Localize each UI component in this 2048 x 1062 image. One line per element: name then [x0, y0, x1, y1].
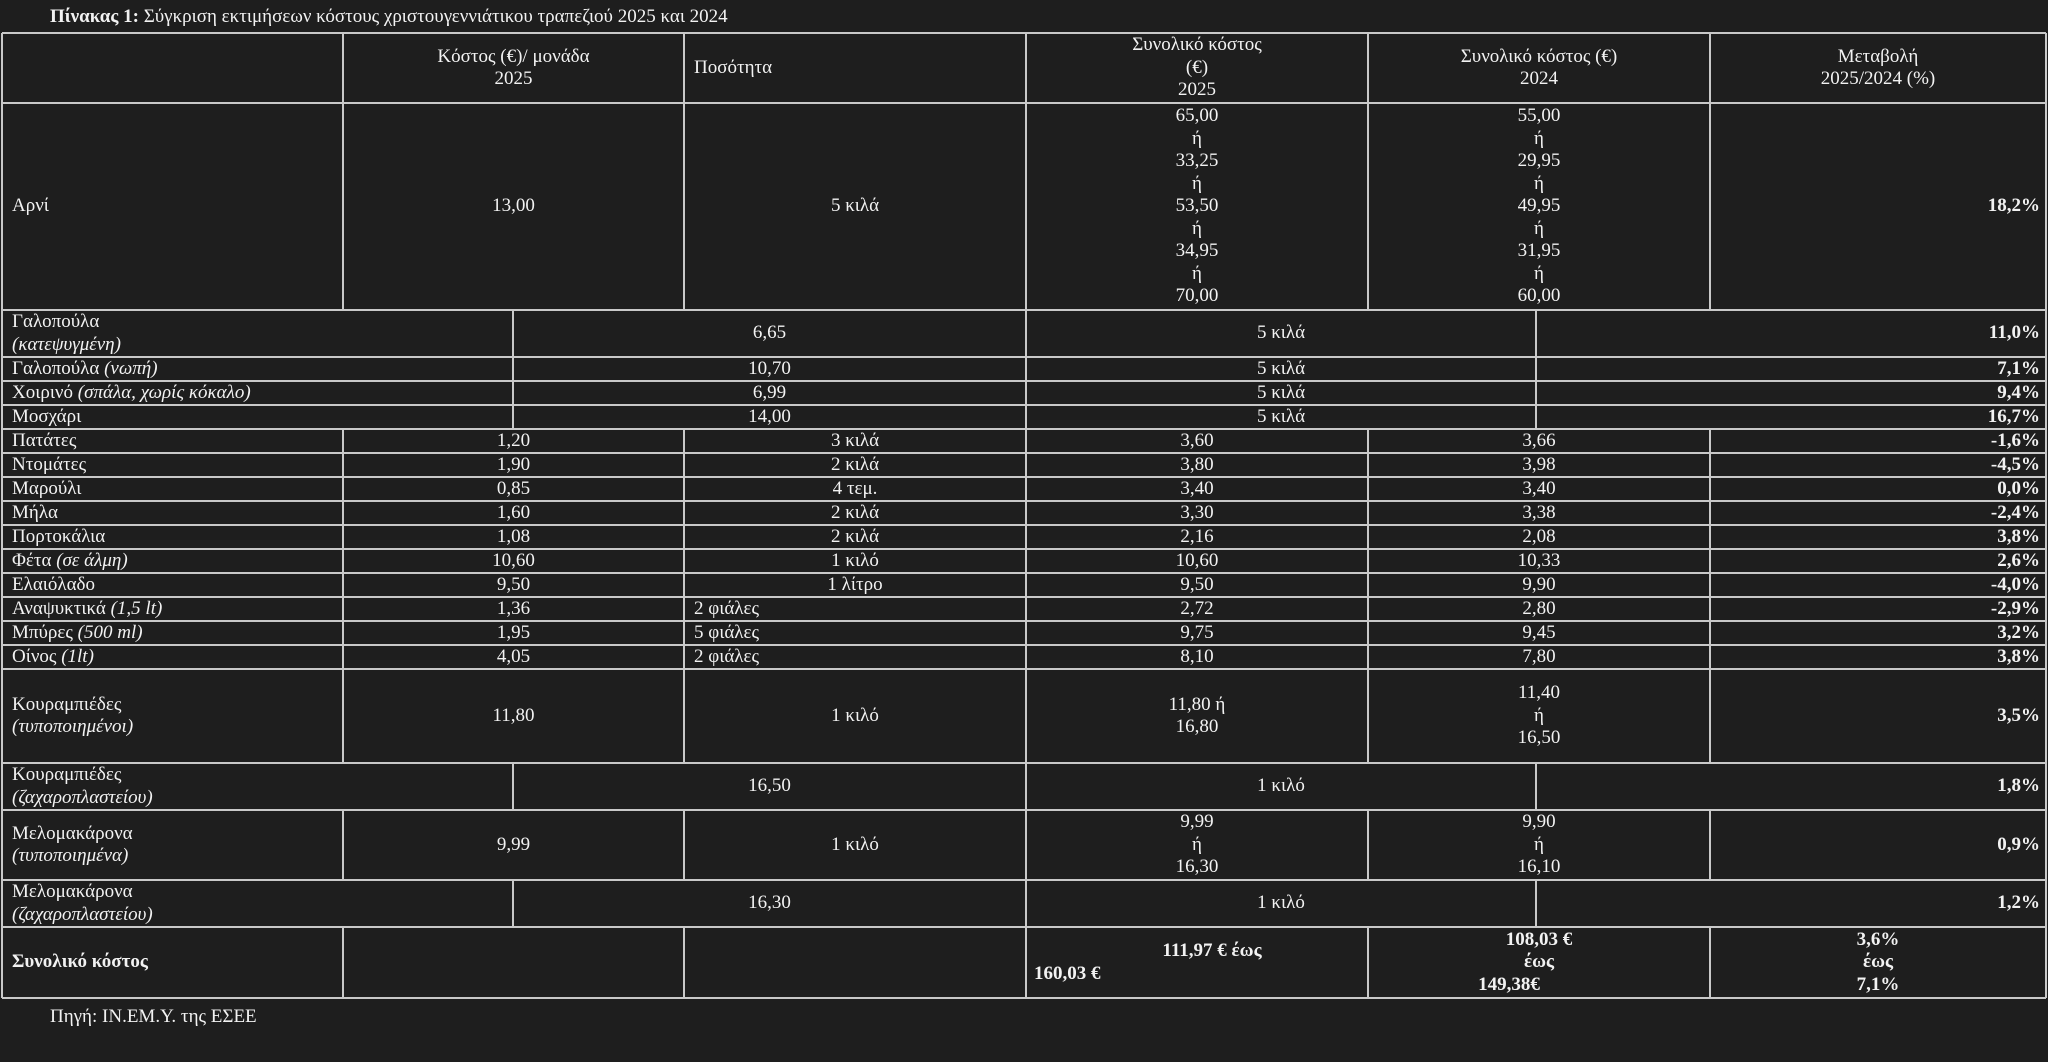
row-total-2025-line: 65,00 [1175, 105, 1219, 127]
row-total-2025-line: ή [1192, 217, 1202, 239]
row-total-2025-line: 33,25 [1175, 150, 1219, 172]
row-quantity-line: 3 κιλά [830, 429, 880, 451]
row-change [1710, 477, 2046, 501]
row-item [2, 429, 343, 453]
row-unit-cost-line: 9,50 [496, 573, 531, 595]
row-change-line: 18,2% [1987, 195, 2040, 217]
row-change-line: 3,8% [1997, 525, 2040, 547]
row-total-2024-line: 3,40 [1522, 477, 1556, 499]
header-total-2024-line: 2024 [1520, 68, 1558, 89]
row-change [1710, 103, 2046, 310]
row-unit-cost-line: 6,99 [752, 381, 787, 403]
row-quantity-line: 5 κιλά [830, 195, 880, 217]
row-change [1536, 880, 2046, 927]
row-total-2025 [1026, 645, 1368, 669]
row-item [2, 381, 513, 405]
row-change-line: 11,0% [1988, 322, 2040, 344]
row-item-line: Γαλοπούλα (νωπή) [12, 357, 158, 379]
row-unit-cost-line: 13,00 [492, 195, 535, 217]
row-total-2024 [1368, 597, 1710, 621]
total-change-line: 7,1% [1856, 973, 1900, 995]
header-total-2025-line: Συνολικό κόστος [1132, 34, 1262, 56]
row-unit-cost-line: 1,20 [496, 429, 531, 451]
row-unit-cost-line: 14,00 [748, 405, 791, 427]
row-unit-cost-line: 1,36 [496, 597, 531, 619]
row-quantity [684, 645, 1026, 669]
row-change [1710, 525, 2046, 549]
row-unit-cost [513, 880, 1026, 927]
row-total-2025 [1026, 573, 1368, 597]
row-total-2025-line: 9,99 [1180, 811, 1214, 833]
row-total-2024-line: ή [1534, 217, 1544, 239]
row-item-line: Χοιρινό (σπάλα, χωρίς κόκαλο) [12, 381, 251, 403]
row-total-2024-line: 9,90 [1522, 811, 1556, 833]
row-unit-cost [343, 549, 684, 573]
header-unit-cost [343, 33, 684, 103]
row-quantity-line: 5 κιλά [1256, 322, 1306, 344]
row-quantity-line: 1 κιλό [831, 833, 879, 855]
row-item [2, 621, 343, 645]
total-change-line: έως [1862, 951, 1894, 973]
row-change-line: 3,2% [1997, 621, 2040, 643]
total-change [1710, 927, 2046, 998]
row-unit-cost-line: 11,80 [492, 704, 535, 726]
header-unit-cost-line: 2025 [494, 68, 533, 89]
row-item [2, 357, 513, 381]
row-quantity [1026, 405, 1536, 429]
row-total-2025 [1026, 501, 1368, 525]
header-unit-cost-line: Κόστος (€)/ μονάδα [437, 45, 590, 67]
row-change [1536, 357, 2046, 381]
row-quantity-line: 5 φιάλες [694, 621, 759, 643]
row-item-line: Πορτοκάλια [12, 525, 106, 547]
row-total-2024-line: ή [1534, 833, 1544, 855]
row-unit-cost [343, 645, 684, 669]
row-change [1710, 597, 2046, 621]
row-item [2, 597, 343, 621]
row-total-2025-line: 3,40 [1180, 477, 1214, 499]
row-total-2024 [1368, 525, 1710, 549]
total-2025-line: 111,97 € έως [1162, 940, 1262, 961]
row-item-line: Κουραμπιέδες [12, 693, 122, 715]
row-change-line: -2,4% [1990, 501, 2040, 523]
row-change-line: 1,2% [1997, 892, 2040, 914]
row-unit-cost [343, 810, 684, 880]
row-total-2025 [1026, 669, 1368, 763]
row-total-2024-line: 29,95 [1517, 150, 1561, 172]
total-2024-line: έως [1523, 951, 1555, 973]
header-quantity-line: Ποσότητα [694, 56, 773, 78]
row-item [2, 880, 513, 927]
row-quantity [684, 669, 1026, 763]
row-unit-cost-line: 10,60 [492, 549, 535, 571]
row-total-2025-line: 34,95 [1175, 240, 1219, 262]
row-total-2024 [1368, 621, 1710, 645]
row-total-2025-line: 3,80 [1180, 453, 1214, 475]
source-text: Πηγή: ΙΝ.ΕΜ.Υ. της ΕΣΕΕ [50, 1006, 257, 1027]
row-item [2, 525, 343, 549]
row-quantity [1026, 880, 1536, 927]
row-total-2025-line: ή [1192, 833, 1202, 855]
row-total-2024-line: ή [1534, 704, 1544, 726]
row-total-2024-line: ή [1534, 127, 1544, 149]
row-quantity-line: 1 κιλό [831, 549, 879, 571]
row-quantity-line: 1 κιλό [1257, 775, 1305, 797]
row-total-2024-line: 3,66 [1522, 429, 1556, 451]
row-unit-cost-line: 16,50 [748, 775, 791, 797]
row-change [1710, 549, 2046, 573]
row-total-2024 [1368, 477, 1710, 501]
row-item [2, 477, 343, 501]
row-change-line: -1,6% [1990, 429, 2040, 451]
row-total-2024-line: 2,08 [1522, 525, 1556, 547]
row-total-2024 [1368, 429, 1710, 453]
row-quantity [684, 501, 1026, 525]
row-total-2024-line: 3,38 [1522, 501, 1556, 523]
row-item-line: Μελομακάρονα [12, 881, 133, 902]
row-total-2024-line: 60,00 [1517, 285, 1561, 307]
row-total-2024 [1368, 549, 1710, 573]
row-unit-cost [513, 763, 1026, 810]
row-unit-cost [343, 573, 684, 597]
row-total-2024 [1368, 645, 1710, 669]
row-total-2024 [1368, 669, 1710, 763]
row-unit-cost [343, 525, 684, 549]
header-change [1710, 33, 2046, 103]
row-total-2024-line: 2,80 [1522, 597, 1556, 619]
row-change [1710, 453, 2046, 477]
total-2025-line: 160,03 € [1034, 962, 1101, 984]
row-total-2025 [1026, 621, 1368, 645]
row-change [1536, 381, 2046, 405]
row-unit-cost-line: 9,99 [496, 833, 531, 855]
row-item [2, 405, 513, 429]
row-change [1710, 573, 2046, 597]
row-unit-cost-line: 16,30 [748, 892, 791, 914]
row-total-2024-line: 16,50 [1517, 727, 1561, 749]
row-unit-cost [343, 501, 684, 525]
row-quantity [684, 477, 1026, 501]
row-quantity [684, 597, 1026, 621]
row-quantity-line: 2 κιλά [830, 453, 880, 475]
row-quantity-line: 2 φιάλες [694, 597, 759, 619]
row-item [2, 501, 343, 525]
row-item-line: Ντομάτες [12, 453, 87, 475]
row-item-line: (ζαχαροπλαστείου) [12, 786, 153, 808]
row-unit-cost [343, 669, 684, 763]
row-total-2025-line: 9,50 [1180, 573, 1214, 595]
row-quantity [684, 621, 1026, 645]
row-total-2024 [1368, 573, 1710, 597]
source-note [50, 1004, 257, 1030]
row-unit-cost [343, 103, 684, 310]
row-unit-cost [513, 310, 1026, 357]
total-2025 [1026, 927, 1368, 998]
row-item [2, 669, 343, 763]
row-total-2024-line: 55,00 [1517, 105, 1561, 127]
row-total-2024-line: 11,40 [1517, 682, 1561, 704]
header-change-line: 2025/2024 (%) [1820, 68, 1936, 89]
total-label [2, 927, 343, 998]
total-empty-cell [343, 927, 684, 998]
row-quantity [684, 549, 1026, 573]
row-total-2025-line: 16,80 [1175, 716, 1219, 737]
row-change [1710, 645, 2046, 669]
row-change [1710, 501, 2046, 525]
row-total-2025-line: ή [1192, 262, 1202, 284]
row-unit-cost [343, 453, 684, 477]
row-quantity-line: 4 τεμ. [832, 477, 878, 499]
total-change-line: 3,6% [1856, 928, 1900, 950]
row-item-line: Κουραμπιέδες [12, 764, 122, 785]
header-total-2025-line: 2025 [1178, 79, 1216, 101]
row-item [2, 645, 343, 669]
row-total-2025-line: 8,10 [1180, 645, 1214, 667]
row-change-line: 3,8% [1997, 645, 2040, 667]
row-total-2025 [1026, 477, 1368, 501]
row-unit-cost-line: 1,95 [496, 621, 531, 643]
row-item [2, 763, 513, 810]
row-quantity-line: 2 φιάλες [694, 645, 759, 667]
row-total-2025 [1026, 597, 1368, 621]
row-unit-cost [343, 477, 684, 501]
row-change-line: -2,9% [1990, 597, 2040, 619]
row-total-2025-line: 10,60 [1175, 549, 1219, 571]
row-total-2025-line: 16,30 [1175, 856, 1219, 878]
row-item-line: Αρνί [12, 195, 49, 217]
row-total-2024-line: 9,90 [1522, 573, 1556, 595]
row-change [1536, 763, 2046, 810]
row-item-line: Ελαιόλαδο [12, 573, 96, 595]
header-total-2024-line: Συνολικό κόστος (€) [1460, 45, 1618, 67]
header-total-2025-line: (€) [1185, 56, 1209, 78]
row-item [2, 573, 343, 597]
row-change [1536, 310, 2046, 357]
total-2024 [1368, 927, 1710, 998]
row-unit-cost-line: 1,60 [496, 501, 531, 523]
row-quantity [684, 810, 1026, 880]
row-total-2025 [1026, 810, 1368, 880]
row-item-line: (τυποποιημένοι) [12, 716, 134, 737]
total-2024-line: 149,38€ [1478, 973, 1540, 995]
row-total-2025-line: 2,72 [1180, 597, 1214, 619]
row-item [2, 103, 343, 310]
row-unit-cost-line: 4,05 [496, 645, 531, 667]
header-total-2024 [1368, 33, 1710, 103]
row-total-2024 [1368, 453, 1710, 477]
row-total-2024 [1368, 103, 1710, 310]
row-total-2024 [1368, 501, 1710, 525]
row-total-2024-line: 31,95 [1517, 240, 1561, 262]
row-item-line: Οίνος (1lt) [12, 645, 94, 667]
row-total-2024 [1368, 810, 1710, 880]
row-item [2, 549, 343, 573]
row-change-line: 9,4% [1997, 381, 2040, 403]
row-unit-cost [513, 405, 1026, 429]
row-total-2025 [1026, 429, 1368, 453]
row-quantity [684, 429, 1026, 453]
row-total-2025-line: 11,80 ή [1168, 693, 1226, 715]
row-item-line: Πατάτες [12, 429, 77, 451]
row-total-2024-line: ή [1534, 172, 1544, 194]
row-total-2025-line: 3,60 [1180, 429, 1214, 451]
row-change-line: 16,7% [1987, 405, 2040, 427]
row-change-line: 3,5% [1997, 704, 2040, 726]
row-quantity-line: 1 κιλό [831, 704, 879, 726]
row-quantity-line: 1 λίτρο [827, 573, 883, 595]
row-total-2025 [1026, 525, 1368, 549]
row-unit-cost-line: 1,08 [496, 525, 531, 547]
row-total-2025-line: 2,16 [1180, 525, 1214, 547]
row-total-2025-line: 70,00 [1175, 285, 1219, 307]
row-total-2025-line: 53,50 [1175, 195, 1219, 217]
row-total-2025 [1026, 549, 1368, 573]
row-item-line: Μοσχάρι [12, 405, 82, 427]
row-change-line: 0,0% [1997, 477, 2040, 499]
row-quantity-line: 1 κιλό [1257, 892, 1305, 914]
row-item [2, 453, 343, 477]
row-total-2025-line: 9,75 [1180, 621, 1214, 643]
row-quantity-line: 5 κιλά [1256, 405, 1306, 427]
row-item-line: Μελομακάρονα [12, 822, 133, 844]
row-total-2024-line: 9,45 [1522, 621, 1556, 643]
row-unit-cost-line: 1,90 [496, 453, 531, 475]
row-total-2025 [1026, 453, 1368, 477]
header-total-2025 [1026, 33, 1368, 103]
row-change-line: -4,0% [1990, 573, 2040, 595]
row-unit-cost [513, 357, 1026, 381]
row-quantity-line: 2 κιλά [830, 501, 880, 523]
row-item [2, 310, 513, 357]
header-change-line: Μεταβολή [1837, 45, 1919, 67]
row-item-line: Μήλα [12, 501, 58, 523]
row-total-2024-line: 49,95 [1517, 195, 1561, 217]
row-total-2024-line: 16,10 [1517, 856, 1561, 878]
row-change-line: 0,9% [1997, 833, 2040, 855]
row-quantity [1026, 310, 1536, 357]
row-item-line: (τυποποιημένα) [12, 845, 129, 866]
row-item-line: Αναψυκτικά (1,5 lt) [12, 597, 163, 619]
row-quantity [1026, 357, 1536, 381]
row-quantity [684, 525, 1026, 549]
total-label-line: Συνολικό κόστος [12, 951, 148, 973]
row-total-2024-line: 10,33 [1517, 549, 1561, 571]
row-quantity-line: 5 κιλά [1256, 357, 1306, 379]
row-change [1710, 810, 2046, 880]
row-change [1710, 429, 2046, 453]
row-quantity-line: 5 κιλά [1256, 381, 1306, 403]
row-change [1710, 669, 2046, 763]
row-quantity [684, 573, 1026, 597]
row-total-2025 [1026, 103, 1368, 310]
row-change [1710, 621, 2046, 645]
row-item [2, 810, 343, 880]
row-quantity [684, 103, 1026, 310]
row-change-line: -4,5% [1990, 453, 2040, 475]
row-unit-cost-line: 10,70 [748, 357, 791, 379]
row-change-line: 2,6% [1997, 549, 2040, 571]
row-total-2025-line: ή [1192, 127, 1202, 149]
table-caption: Πίνακας 1: Σύγκριση εκτιμήσεων κόστους χριστουγεννιάτικου τραπεζιού 2025 και 2024 [50, 6, 728, 27]
row-total-2024-line: ή [1534, 262, 1544, 284]
row-item-line: Γαλοπούλα [12, 311, 100, 332]
row-item-line: Μαρούλι [12, 477, 82, 499]
row-unit-cost-line: 6,65 [752, 322, 787, 344]
row-item-line: (κατεψυγμένη) [12, 333, 121, 355]
row-quantity [1026, 763, 1536, 810]
total-2024-line: 108,03 € [1505, 928, 1573, 950]
row-unit-cost [343, 597, 684, 621]
row-total-2024-line: 3,98 [1522, 453, 1556, 475]
row-total-2025-line: ή [1192, 172, 1202, 194]
row-quantity [684, 453, 1026, 477]
row-item-line: Φέτα (σε άλμη) [12, 549, 128, 571]
total-empty-cell [684, 927, 1026, 998]
row-unit-cost [343, 621, 684, 645]
row-change-line: 7,1% [1997, 357, 2040, 379]
row-total-2024-line: 7,80 [1522, 645, 1556, 667]
row-item-line: (ζαχαροπλαστείου) [12, 903, 153, 925]
row-item-line: Μπύρες (500 ml) [12, 621, 143, 643]
row-unit-cost [513, 381, 1026, 405]
row-unit-cost-line: 0,85 [496, 477, 531, 499]
row-change-line: 1,8% [1997, 775, 2040, 797]
row-unit-cost [343, 429, 684, 453]
row-quantity [1026, 381, 1536, 405]
header-quantity [684, 33, 1026, 103]
row-total-2025-line: 3,30 [1180, 501, 1214, 523]
row-quantity-line: 2 κιλά [830, 525, 880, 547]
row-change [1536, 405, 2046, 429]
